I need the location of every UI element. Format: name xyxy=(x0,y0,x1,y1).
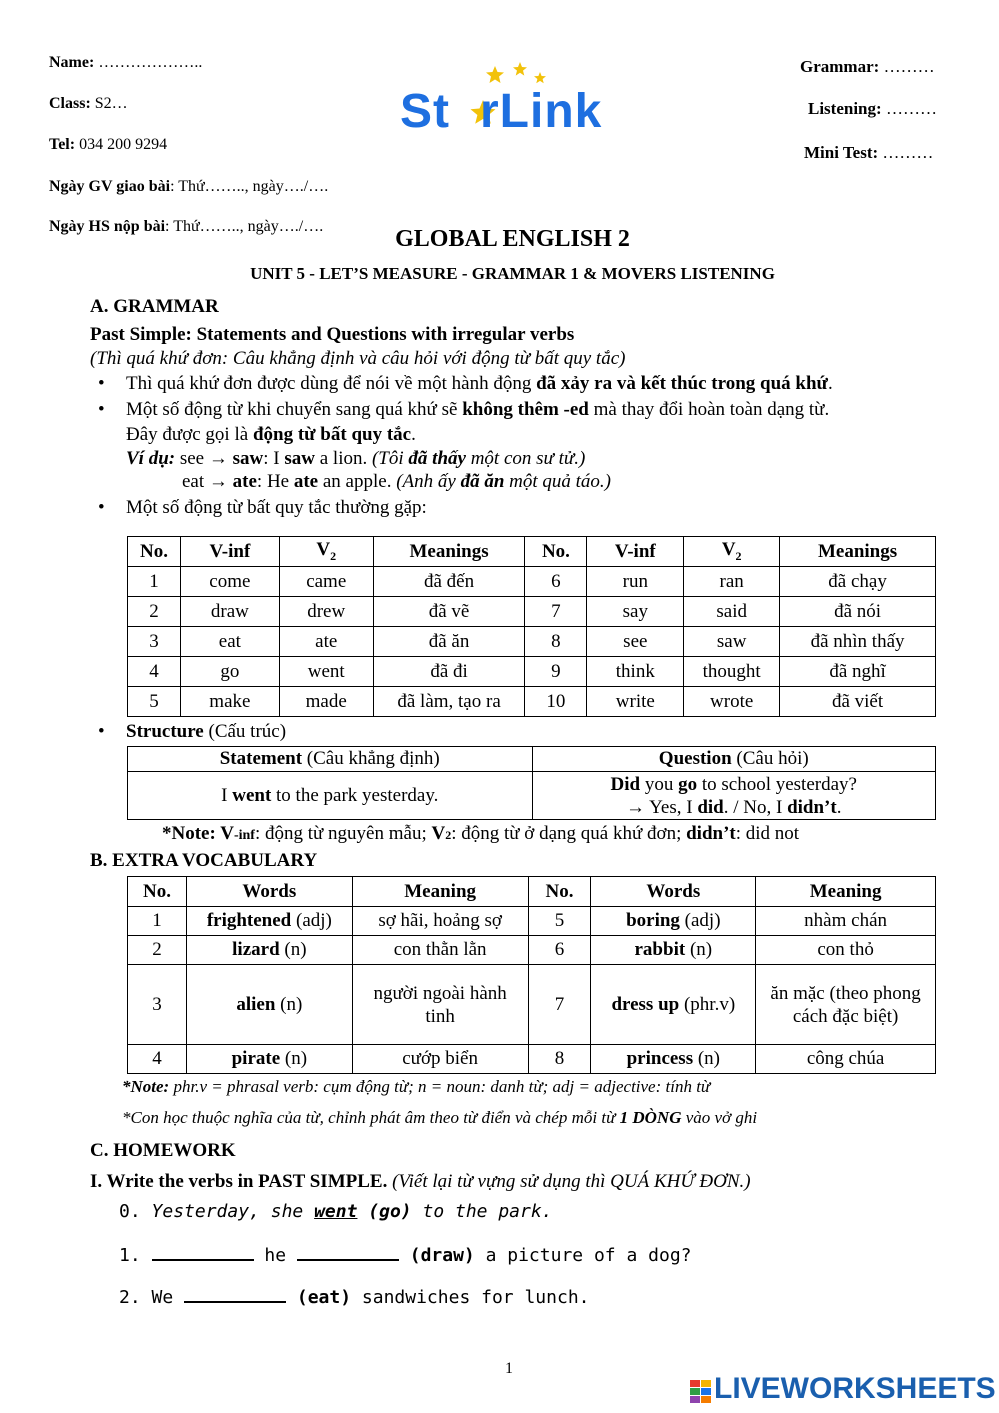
table-row xyxy=(128,687,936,717)
table-cell: think xyxy=(587,657,684,687)
star-icon xyxy=(534,72,546,83)
starlink-logo xyxy=(400,62,650,142)
grammar-subheading-vi: (Thì quá khứ đơn: Câu khẳng định và câu hỏi với động từ bất quy tắc) xyxy=(90,348,626,369)
table-cell: 2 xyxy=(128,597,181,627)
question-2: 2. We (eat) sandwiches for lunch. xyxy=(119,1287,590,1308)
table-cell: đã đến xyxy=(373,567,525,597)
table-cell: make xyxy=(180,687,279,717)
table-cell: đã nói xyxy=(780,597,936,627)
table-row xyxy=(128,936,936,965)
logo-text: St rLink xyxy=(400,85,603,138)
column-header: Words xyxy=(591,877,756,907)
table-cell: boring (adj) xyxy=(591,907,756,936)
answer-blank[interactable] xyxy=(152,1243,254,1261)
vocabulary-table xyxy=(127,876,936,1074)
table-row xyxy=(128,1045,936,1074)
table-row xyxy=(128,907,936,936)
column-header: Meaning xyxy=(352,877,528,907)
table-cell: say xyxy=(587,597,684,627)
table-cell: frightened (adj) xyxy=(186,907,352,936)
structure-label: • Structure (Cấu trúc) xyxy=(98,721,287,742)
vocab-note-1: *Note: phr.v = phrasal verb: cụm động từ; n = noun: danh từ; adj = adjective: tính từ xyxy=(122,1077,711,1096)
name-line: Name: ……………….. xyxy=(49,54,203,71)
table-cell: dress up (phr.v) xyxy=(591,965,756,1045)
table-cell: write xyxy=(587,687,684,717)
table-cell: ate xyxy=(279,627,373,657)
column-header: No. xyxy=(525,537,587,567)
column-header: V-inf xyxy=(180,537,279,567)
section-c-heading: C. HOMEWORK xyxy=(90,1140,236,1161)
table-cell: con thằn lằn xyxy=(352,936,528,965)
table-cell: 5 xyxy=(528,907,591,936)
table-header-row xyxy=(128,537,936,567)
column-header: $V_2$ xyxy=(279,537,373,567)
table-header-row xyxy=(128,747,936,772)
column-header: Meanings xyxy=(373,537,525,567)
bullet-2: • Một số động từ khi chuyển sang quá khứ sẽ không thêm -ed mà thay đổi hoàn toàn dạng từ. xyxy=(98,399,830,420)
question-header: Question (Câu hỏi) xyxy=(532,747,936,772)
assign-date-line: Ngày GV giao bài: Thứ…….., ngày…./…. xyxy=(49,178,329,195)
page-number: 1 xyxy=(505,1360,513,1377)
table-cell: đã viết xyxy=(780,687,936,717)
bullet-1: • Thì quá khứ đơn được dùng để nói về một hành động đã xảy ra và kết thúc trong quá khứ. xyxy=(98,373,833,394)
table-cell: thought xyxy=(684,657,780,687)
table-cell: đã nhìn thấy xyxy=(780,627,936,657)
irregular-verbs-table xyxy=(127,536,936,717)
table-cell: 5 xyxy=(128,687,181,717)
table-cell: made xyxy=(279,687,373,717)
bullet-2-cont: Đây được gọi là động từ bất quy tắc. xyxy=(126,424,416,445)
table-cell: alien (n) xyxy=(186,965,352,1045)
column-header: No. xyxy=(528,877,591,907)
column-header: Meanings xyxy=(780,537,936,567)
table-cell: come xyxy=(180,567,279,597)
table-cell: đã vẽ xyxy=(373,597,525,627)
table-row xyxy=(128,597,936,627)
table-cell: drew xyxy=(279,597,373,627)
table-cell: princess (n) xyxy=(591,1045,756,1074)
column-header: $V_2$ xyxy=(684,537,780,567)
bullet-3: • Một số động từ bất quy tắc thường gặp: xyxy=(98,497,427,518)
table-cell: ăn mặc (theo phong cách đặc biệt) xyxy=(756,965,936,1045)
table-cell: rabbit (n) xyxy=(591,936,756,965)
table-cell: go xyxy=(180,657,279,687)
example-1: Ví dụ: see → saw: I saw a lion. (Tôi đã thấy một con sư tử.) xyxy=(126,448,586,469)
table-cell: see xyxy=(587,627,684,657)
page-title: GLOBAL ENGLISH 2 xyxy=(395,226,630,252)
answer-blank[interactable] xyxy=(184,1285,286,1303)
table-cell: con thỏ xyxy=(756,936,936,965)
liveworksheets-logo-icon xyxy=(690,1378,712,1402)
table-cell: 8 xyxy=(528,1045,591,1074)
column-header: Words xyxy=(186,877,352,907)
table-cell: 2 xyxy=(128,936,187,965)
table-cell: 1 xyxy=(128,907,187,936)
question-example: Did you go to school yesterday? → Yes, I did. / No, I didn’t. xyxy=(532,772,936,820)
table-cell: 8 xyxy=(525,627,587,657)
verb-note: *Note: V-inf: động từ nguyên mẫu; V2: động từ ở dạng quá khứ đơn; didn’t: did not xyxy=(162,823,800,844)
table-cell: 6 xyxy=(525,567,587,597)
tel-line: Tel: 034 200 9294 xyxy=(49,136,168,153)
submit-date-line: Ngày HS nộp bài: Thứ…….., ngày…./…. xyxy=(49,218,324,235)
table-cell: draw xyxy=(180,597,279,627)
table-cell: 4 xyxy=(128,657,181,687)
table-cell: công chúa xyxy=(756,1045,936,1074)
column-header: V-inf xyxy=(587,537,684,567)
table-cell: đã làm, tạo ra xyxy=(373,687,525,717)
column-header: No. xyxy=(128,877,187,907)
table-cell: người ngoài hành tinh xyxy=(352,965,528,1045)
unit-title: UNIT 5 - LET’S MEASURE - GRAMMAR 1 & MOVERS LISTENING xyxy=(250,264,775,283)
table-cell: đã nghĩ xyxy=(780,657,936,687)
table-cell: went xyxy=(279,657,373,687)
table-row xyxy=(128,772,936,820)
table-cell: run xyxy=(587,567,684,597)
question-1: 1. he (draw) a picture of a dog? xyxy=(119,1245,692,1266)
homework-task-1: I. Write the verbs in PAST SIMPLE. (Viết lại từ vựng sử dụng thì QUÁ KHỨ ĐƠN.) xyxy=(90,1171,751,1192)
grammar-subheading: Past Simple: Statements and Questions with irregular verbs xyxy=(90,324,575,345)
table-cell: pirate (n) xyxy=(186,1045,352,1074)
table-cell: 7 xyxy=(528,965,591,1045)
grammar-score: Grammar: ……… xyxy=(800,57,935,76)
table-header-row xyxy=(128,877,936,907)
liveworksheets-watermark: LIVEWORKSHEETS xyxy=(690,1372,996,1406)
question-0: 0. Yesterday, she went (go) to the park. xyxy=(119,1201,553,1222)
star-icon xyxy=(486,66,504,83)
table-cell: 10 xyxy=(525,687,587,717)
table-row xyxy=(128,965,936,1045)
table-cell: 6 xyxy=(528,936,591,965)
table-cell: 4 xyxy=(128,1045,187,1074)
minitest-score: Mini Test: ……… xyxy=(804,143,934,162)
table-cell: ran xyxy=(684,567,780,597)
table-cell: said xyxy=(684,597,780,627)
answer-blank[interactable] xyxy=(297,1243,399,1261)
table-cell: 3 xyxy=(128,965,187,1045)
vocab-note-2: *Con học thuộc nghĩa của từ, chỉnh phát âm theo từ điển và chép mỗi từ 1 DÒNG vào vở ghi xyxy=(122,1108,758,1127)
table-row xyxy=(128,657,936,687)
table-cell: eat xyxy=(180,627,279,657)
table-cell: 7 xyxy=(525,597,587,627)
example-2: eat → ate: He ate an apple. (Anh ấy đã ăn một quả táo.) xyxy=(182,471,612,492)
column-header: Meaning xyxy=(756,877,936,907)
table-cell: 9 xyxy=(525,657,587,687)
statement-header: Statement (Câu khẳng định) xyxy=(128,747,533,772)
table-row xyxy=(128,627,936,657)
structure-table xyxy=(127,746,936,820)
table-cell: came xyxy=(279,567,373,597)
table-cell: sợ hãi, hoảng sợ xyxy=(352,907,528,936)
table-cell: lizard (n) xyxy=(186,936,352,965)
table-cell: cướp biển xyxy=(352,1045,528,1074)
column-header: No. xyxy=(128,537,181,567)
table-cell: saw xyxy=(684,627,780,657)
section-a-heading: A. GRAMMAR xyxy=(90,296,219,317)
table-cell: nhàm chán xyxy=(756,907,936,936)
table-cell: đã đi xyxy=(373,657,525,687)
star-icon xyxy=(513,62,527,76)
table-cell: đã ăn xyxy=(373,627,525,657)
table-row xyxy=(128,567,936,597)
listening-score: Listening: ……… xyxy=(808,99,937,118)
section-b-heading: B. EXTRA VOCABULARY xyxy=(90,850,318,871)
table-cell: 3 xyxy=(128,627,181,657)
table-cell: đã chạy xyxy=(780,567,936,597)
statement-example: I went to the park yesterday. xyxy=(128,772,533,820)
table-cell: wrote xyxy=(684,687,780,717)
table-cell: 1 xyxy=(128,567,181,597)
class-line: Class: S2… xyxy=(49,95,128,112)
